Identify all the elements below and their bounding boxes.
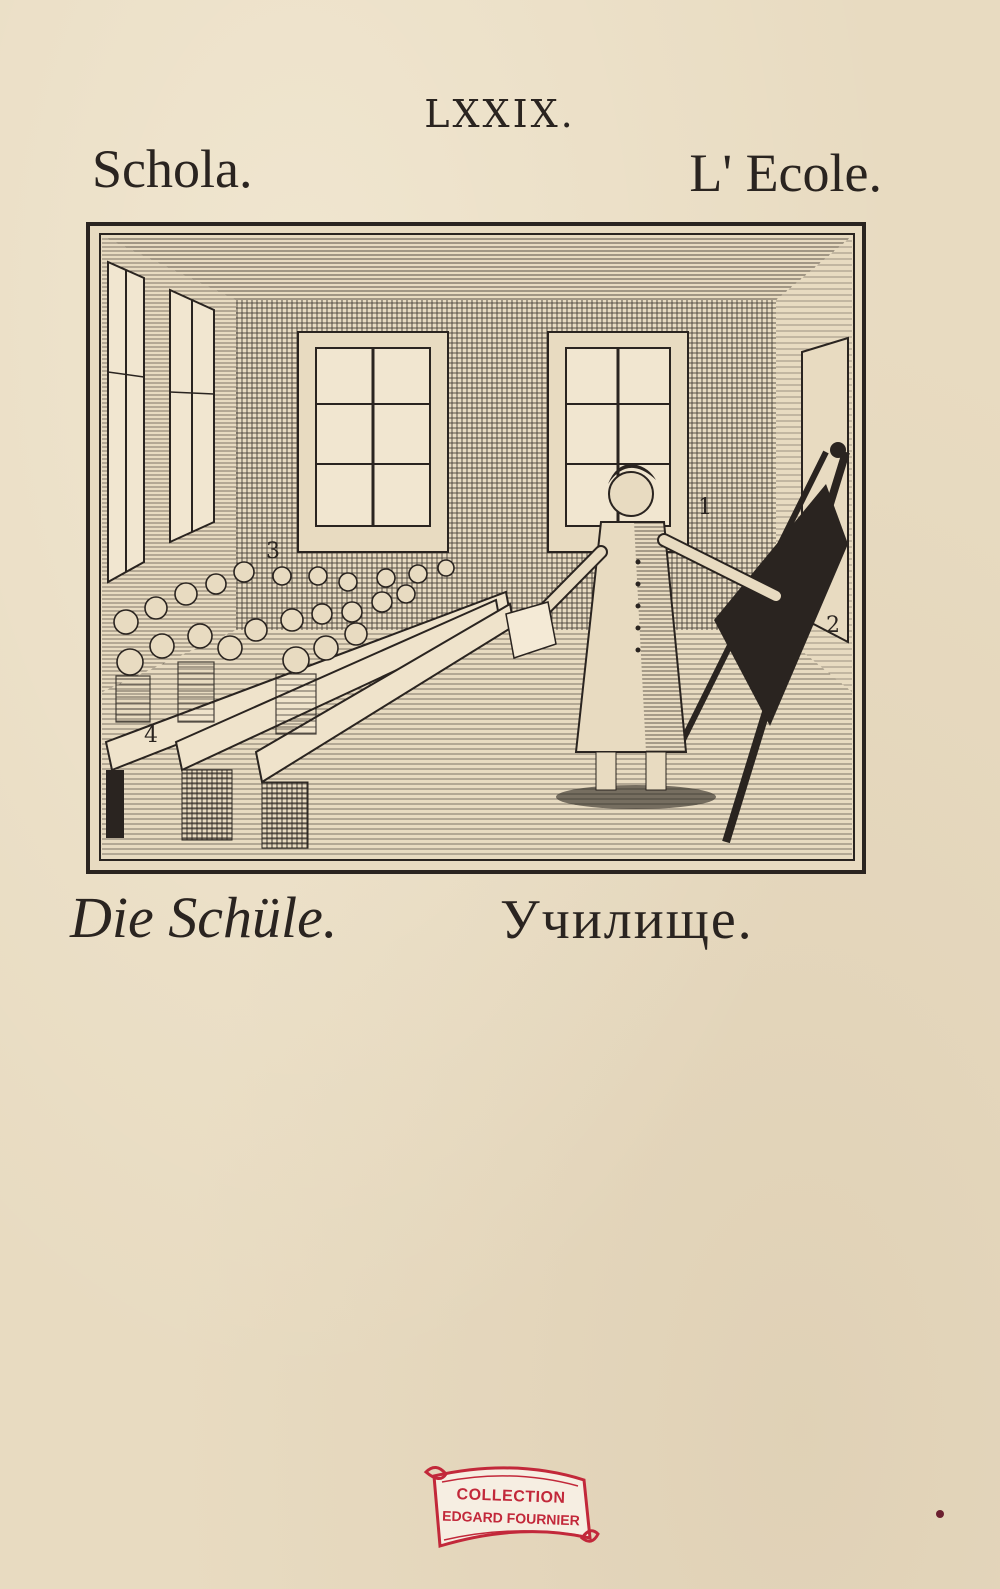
key-3: 3	[266, 539, 280, 564]
ink-speck	[936, 1510, 944, 1518]
title-french: L' Ecole.	[689, 143, 882, 203]
classroom-engraving	[86, 222, 866, 874]
title-latin: Schola.	[92, 139, 253, 199]
stamp-line-owner: EDGARD FOURNIER	[441, 1507, 581, 1529]
stamp-line-collection: COLLECTION	[456, 1486, 566, 1507]
plate-number: LXXIX.	[424, 92, 576, 136]
caption-russian: Училище.	[500, 889, 754, 951]
collection-stamp	[422, 1446, 600, 1566]
key-1: 1	[698, 495, 712, 520]
back-window-left	[298, 332, 448, 552]
back-window-right	[548, 332, 688, 552]
key-4: 4	[144, 723, 158, 748]
key-2: 2	[826, 613, 840, 638]
caption-german: Die Schüle.	[70, 885, 338, 950]
